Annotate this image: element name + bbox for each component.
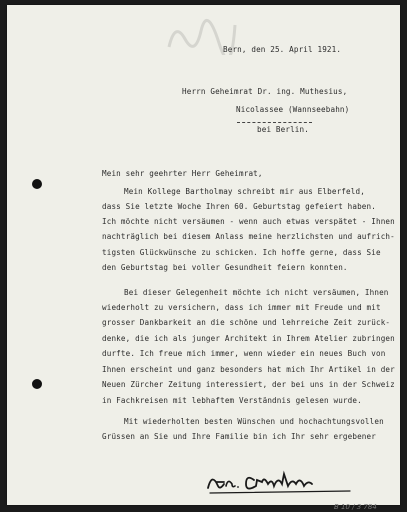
recipient-line-1: Herrn Geheimrat Dr. ing. Muthesius, [182, 87, 348, 96]
body-line: Neuen Zürcher Zeitung interessiert, der bei uns in der Schweiz [102, 380, 395, 389]
body-line: in Fachkreisen mit lebhaftem Verständnis gelesen wurde. [102, 396, 362, 405]
salutation: Mein sehr geehrter Herr Geheimrat, [102, 169, 263, 178]
punch-hole-top [32, 179, 42, 189]
recipient-line-3: bei Berlin. [257, 125, 309, 134]
body-line: Ihnen erscheint und ganz besonders hat mich Ihr Artikel in der [102, 365, 395, 374]
body-line: Ich möchte nicht versäumen - wenn auch etwas verspätet - Ihnen [102, 217, 395, 226]
body-line: den Geburtstag bei voller Gesundheit feiern konnten. [102, 263, 348, 272]
letter-page [7, 5, 400, 511]
body-line: Mit wiederholten besten Wünschen und hochachtungsvollen [124, 417, 384, 426]
body-line: Bei dieser Gelegenheit möchte ich nicht versäumen, Ihnen [124, 288, 389, 297]
handwritten-signature [202, 466, 352, 498]
punch-hole-bottom [32, 379, 42, 389]
date-line: Bern, den 25. April 1921. [223, 45, 342, 54]
body-line: wiederholt zu versichern, dass ich immer mit Freude und mit [102, 303, 381, 312]
body-line: tigsten Glückwünsche zu schicken. Ich hoffe gerne, dass Sie [102, 248, 381, 257]
body-line: durfte. Ich freue mich immer, wenn wieder ein neues Buch von [102, 349, 386, 358]
body-line: denke, die ich als junger Architekt in Ihrem Atelier zubringen [102, 334, 395, 343]
address-underline [237, 122, 312, 123]
archive-mark: B 10 / 3 784 [334, 503, 377, 511]
body-line: Grüssen an Sie und Ihre Familie bin ich Ihr sehr ergebener [102, 432, 376, 441]
body-line: dass Sie letzte Woche Ihren 60. Geburtstag gefeiert haben. [102, 202, 376, 211]
body-line: Mein Kollege Bartholmay schreibt mir aus Elberfeld, [124, 187, 365, 196]
body-line: nachträglich bei diesem Anlass meine herzlichsten und aufrich- [102, 232, 395, 241]
recipient-line-2: Nicolassee (Wannseebahn) [236, 105, 350, 114]
body-line: grosser Dankbarkeit an die schöne und lehrreiche Zeit zurück- [102, 318, 391, 327]
